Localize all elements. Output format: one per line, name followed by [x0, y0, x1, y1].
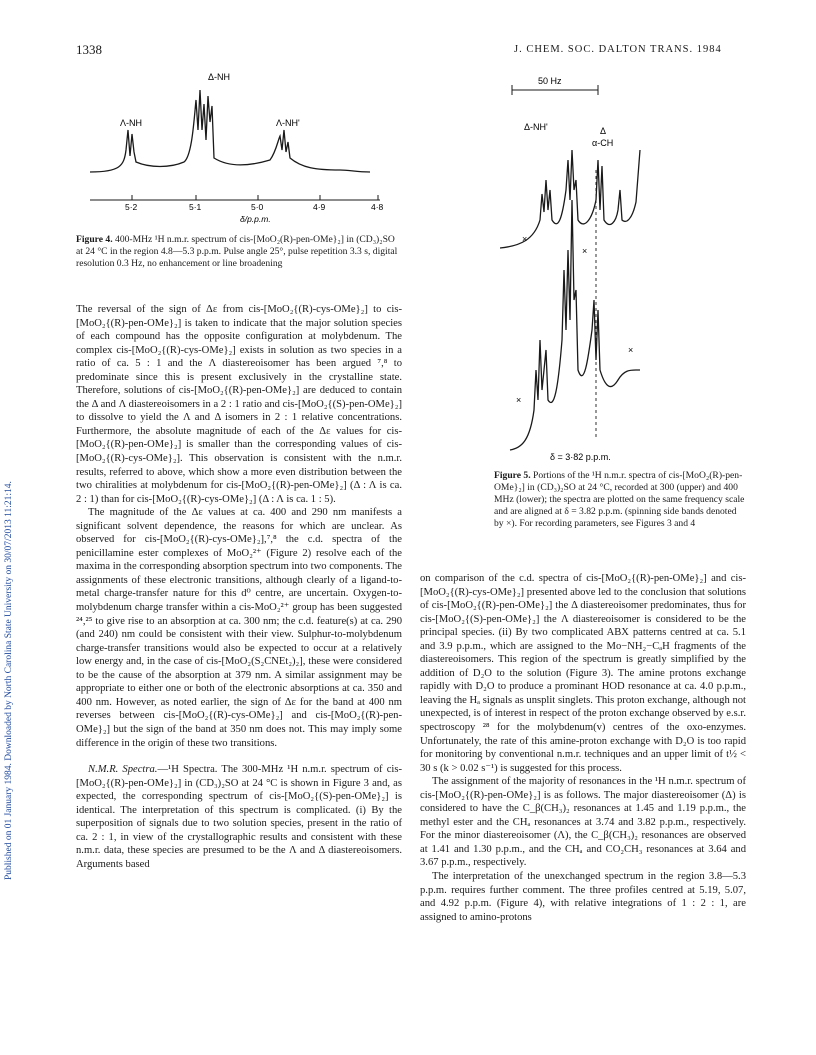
figure4-caption-label: Figure 4.: [76, 234, 113, 245]
figure4-label-delta-nh: Δ-NH: [208, 72, 231, 82]
figure5-caption-text: Portions of the ¹H n.m.r. spectra of cis-[MoO₂(R)-pen-OMe}₂] in (CD₃)₂SO at 24 °C, recorded at 300 (upper) and 400 MHz (lower); the spectra are plotted on the same frequency scale and are aligned at δ = 3.82 p.p.m. (spinning side bands denoted by ×). For recording parameters, see Figures 3 and 4: [494, 470, 745, 529]
figure5-sideband-mark: ×: [628, 345, 634, 355]
figure5-scale-label: 50 Hz: [538, 76, 562, 86]
right-paragraph-3: The interpretation of the unexchanged spectrum in the region 3.8—5.3 p.p.m. requires further comment. The three profiles centred at 5.19, 5.07, and 4.92 p.p.m. (Figure 4), with relative integrations of 1 : 2 : 1, are assigned to amino-protons: [420, 871, 746, 923]
figure5-label-alpha-ch: α-CH: [592, 138, 614, 148]
figure5-sideband-mark: ×: [522, 234, 528, 244]
figure4-label-lambda-nh-prime: Λ-NH': [276, 118, 300, 128]
figure4-trace: [90, 90, 370, 172]
figure5-label-delta: Δ: [600, 126, 607, 136]
figure4-spectrum: [80, 60, 400, 230]
nmr-section-heading: N.M.R. Spectra.: [88, 764, 158, 776]
figure4-caption: [76, 234, 400, 270]
journal-header: J. CHEM. SOC. DALTON TRANS. 1984: [514, 44, 722, 55]
figure4-axis-label: δ/p.p.m.: [240, 214, 271, 224]
figure4-caption-text: 400-MHz ¹H n.m.r. spectrum of cis-[MoO₂(R)-pen-OMe}₂] in (CD₃)₂SO at 24 °C in the region 4.8—5.3 p.p.m. Pulse angle 25°, pulse repetition 3.3 s, digital resolution 0.3 Hz, no enhancement or line broadening: [76, 234, 398, 269]
figure4-label-lambda-nh: Λ-NH: [120, 118, 143, 128]
right-column: [420, 572, 746, 924]
figure5-sideband-mark: ×: [582, 246, 588, 256]
left-column: [76, 303, 402, 871]
figure5-caption: [494, 470, 746, 530]
left-paragraph-3-text: —¹H Spectra. The 300-MHz ¹H n.m.r. spectrum of cis-[MoO₂{(R)-pen-OMe}₂] in (CD₃)₂SO at 24 °C is shown in Figure 3 and, as expected, the corresponding spectrum of cis-[MoO₂{(S)-pen-OMe}₂] is identical. The interpretation of this spectrum is complicated. (i) By the superposition of signals due to two solution species, present in the ratio of ca. 2 : 1, in view of the crystallographic results and consistent with these n.m.r. data, these species are presumed to be the Λ and Δ diastereoisomers. Arguments based: [76, 764, 402, 870]
figure4-tick-label: 5·1: [189, 202, 202, 212]
figure5-upper-trace: [500, 150, 640, 248]
left-paragraph-1: The reversal of the sign of Δε from cis-[MoO₂{(R)-cys-OMe}₂] to cis-[MoO₂{(R)-pen-OMe}₂] is taken to indicate that the major solution species of each compound has the opposite configuration at molybdenum. The complex cis-[MoO₂{(R)-cys-OMe}₂] exists in solution as two species in a ratio of ca. 5 : 1 and the Λ diastereoisomer has been argued ⁷,⁸ to predominate since this is present exclusively in the crystalline state. Therefore, solutions of cis-[MoO₂{(R)-pen-OMe}₂] are deduced to contain the Δ and Λ diastereoisomers in a 2 : 1 ratio and cis-[MoO₂{(S)-pen-OMe}₂] to dissolve to yield the Λ and Δ isomers in 2 : 1 relative concentrations. Furthermore, the absolute magnitude of each of the Δε values for cis-[MoO₂{(R)-pen-OMe}₂] is smaller than the corresponding values of cis-[MoO₂{(R)-cys-OMe}₂]. This observation is consistent with the n.m.r. results, referred to above, which show a more even distribution between the two chiralities at molybdenum for cis-[MoO₂{(R)-pen-OMe}₂] (Δ : Λ is ca. 2 : 1) than for cis-[MoO₂{(R)-cys-OMe}₂] (Δ : Λ is ca. 1 : 5).: [76, 304, 402, 505]
figure4-tick-label: 5·0: [251, 202, 264, 212]
figure5-delta-label: δ = 3·82 p.p.m.: [550, 452, 611, 462]
figure5-label-delta-nh-prime: Δ-NH': [524, 122, 548, 132]
figure4-tick-label: 5·2: [125, 202, 138, 212]
figure5-sideband-mark: ×: [516, 395, 522, 405]
page-number: 1338: [76, 42, 102, 57]
figure4-tick-label: 4·9: [313, 202, 326, 212]
figure4-tick-label: 4·8: [371, 202, 384, 212]
left-paragraph-3: [76, 763, 402, 871]
download-watermark: Published on 01 January 1984. Downloaded by North Carolina State University on 30/07/2013 11:21:14.: [4, 481, 14, 880]
right-paragraph-2: The assignment of the majority of resonances in the ¹H n.m.r. spectrum of cis-[MoO₂{(R)-pen-OMe}₂] is as follows. The major diastereoisomer (Δ) is considered to have the C_β(CH₃)₂ resonances at 1.45 and 1.19 p.p.m., the methyl ester and the CHₐ resonances at 3.74 and 3.82 p.p.m., respectively. For the minor diastereoisomer (Λ), the C_β(CH₃)₂ resonances are observed at 1.41 and 1.30 p.p.m., and the CHₐ and CO₂CH₃ resonances at 3.64 and 3.67 p.p.m., respectively.: [420, 776, 746, 869]
figure5-spectrum: [500, 70, 720, 490]
figure5-caption-label: Figure 5.: [494, 470, 531, 481]
right-paragraph-1: on comparison of the c.d. spectra of cis-[MoO₂{(R)-pen-OMe}₂] and cis-[MoO₂{(R)-cys-OMe}₂] presented above led to the conclusion that solutions of cis-[MoO₂{(R)-pen-OMe}₂] the Δ diastereoisomer predominates, thus for cis-[MoO₂{(S)-pen-OMe}₂] the Λ diastereoisomer is considered to be the principal species. (ii) By two complicated ABX patterns centred at ca. 5.1 and 3.9 p.p.m., which are assigned to the Mo−NH₂−CₐH fragments of the diastereoisomers. This region of the spectrum is greatly simplified by the addition of D₂O to the solution (Figure 3). The amine protons exchange rapidly with D₂O to produce a prominant HOD resonance at ca. 4.0 p.p.m., leaving the Hₐ signals as unsplit singlets. This proton exchange, although not unexpected, is of interest in respect of the proton exchange observed by e.s.r. spectroscopy ²⁸ for the molybdenum(v) centres of the oxo-enzymes. Unfortunately, the rate of this amine-proton exchange with D₂O is too rapid for monitoring by conventional n.m.r. techniques and an upper limit of t½ < 30 s (k > 0.02 s⁻¹) is suggested for this process.: [420, 573, 746, 774]
left-paragraph-2: The magnitude of the Δε values at ca. 400 and 290 nm manifests a significant solvent dependence, the reasons for which are unclear. As observed for cis-[MoO₂{(R)-cys-OMe}₂],⁷,⁸ the c.d. spectra of the penicillamine ester complexes of MoO₂²⁺ (Figure 2) resolve each of the maxima in the corresponding absorption spectrum into two components. The assignments of these electronic transitions, although clearly of a ligand-to-metal charge-transfer nature for this d⁰ centre, are uncertain. Oxygen-to-molybdenum charge transfer within a cis-MoO₂²⁺ group has been suggested ²⁴,²⁵ to give rise to an absorption at ca. 300 nm; the c.d. feature(s) at ca. 290 (and 240) nm could be consistent with their view. Sulphur-to-molybdenum charge-transfer transitions would also be expected to occur at a relatively low energy and, in the case of cis-[MoO₂(S₂CNEt₂)₂], these were considered to be the cause of the absorption at 379 nm. A similar assignment may be appropriate to either one or both of the electronic absorptions at ca. 350 and 400 nm. However, as noted earlier, the sign of Δε for the band at 400 nm reverses between cis-[MoO₂{(R)-cys-OMe}₂] and cis-[MoO₂{(R)-pen-OMe}₂] but the sign of the band at 350 nm does not. This may imply some difference in the origin of these two transitions.: [76, 507, 402, 749]
